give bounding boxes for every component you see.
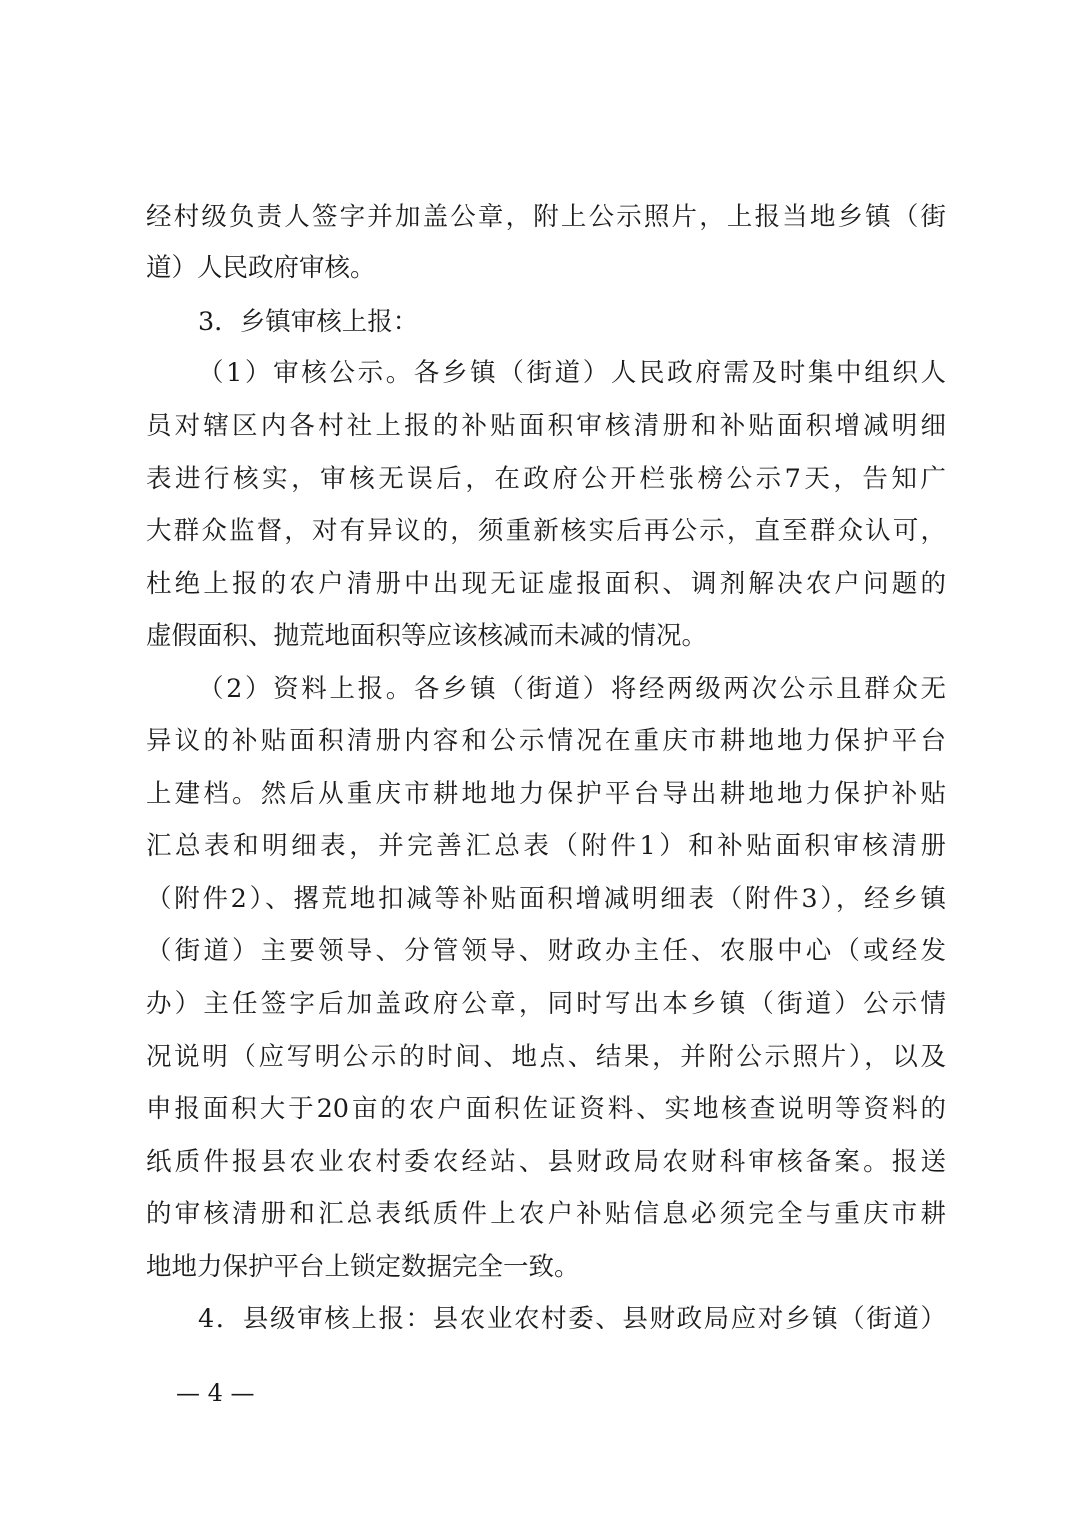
- section-heading-4: 4．县级审核上报：县农业农村委、县财政局应对乡镇（街道）: [198, 1304, 946, 1334]
- body-line-14: （附件2）、撂荒地扣减等补贴面积增减明细表（附件3），经乡镇: [146, 884, 946, 914]
- body-line-17: 况说明（应写明公示的时间、地点、结果，并附公示照片），以及: [146, 1042, 946, 1072]
- body-line-4: （1）审核公示。各乡镇（街道）人民政府需及时集中组织人: [198, 358, 946, 388]
- body-line-9: 虚假面积、抛荒地面积等应该核减而未减的情况。: [146, 621, 708, 651]
- body-line-10: （2）资料上报。各乡镇（街道）将经两级两次公示且群众无: [198, 674, 946, 704]
- body-line-18: 申报面积大于20亩的农户面积佐证资料、实地核查说明等资料的: [146, 1094, 946, 1124]
- body-line-2: 道）人民政府审核。: [146, 253, 376, 283]
- body-line-5: 员对辖区内各村社上报的补贴面积审核清册和补贴面积增减明细: [146, 411, 946, 441]
- body-line-15: （街道）主要领导、分管领导、财政办主任、农服中心（或经发: [146, 936, 946, 966]
- body-line-11: 异议的补贴面积清册内容和公示情况在重庆市耕地地力保护平台: [146, 726, 946, 756]
- body-line-16: 办）主任签字后加盖政府公章，同时写出本乡镇（街道）公示情: [146, 989, 946, 1019]
- body-line-20: 的审核清册和汇总表纸质件上农户补贴信息必须完全与重庆市耕: [146, 1199, 946, 1229]
- body-line-19: 纸质件报县农业农村委农经站、县财政局农财科审核备案。报送: [146, 1147, 946, 1177]
- body-line-21: 地地力保护平台上锁定数据完全一致。: [146, 1252, 580, 1282]
- section-heading-3: 3．乡镇审核上报：: [198, 307, 419, 337]
- body-line-12: 上建档。然后从重庆市耕地地力保护平台导出耕地地力保护补贴: [146, 779, 946, 809]
- body-line-13: 汇总表和明细表，并完善汇总表（附件1）和补贴面积审核清册: [146, 831, 946, 861]
- body-line-6: 表进行核实，审核无误后，在政府公开栏张榜公示7天，告知广: [146, 464, 946, 494]
- body-line-7: 大群众监督，对有异议的，须重新核实后再公示，直至群众认可，: [146, 516, 946, 546]
- page-number: — 4 —: [176, 1379, 255, 1407]
- body-line-8: 杜绝上报的农户清册中出现无证虚报面积、调剂解决农户问题的: [146, 569, 946, 599]
- body-line-1: 经村级负责人签字并加盖公章，附上公示照片，上报当地乡镇（街: [146, 202, 946, 232]
